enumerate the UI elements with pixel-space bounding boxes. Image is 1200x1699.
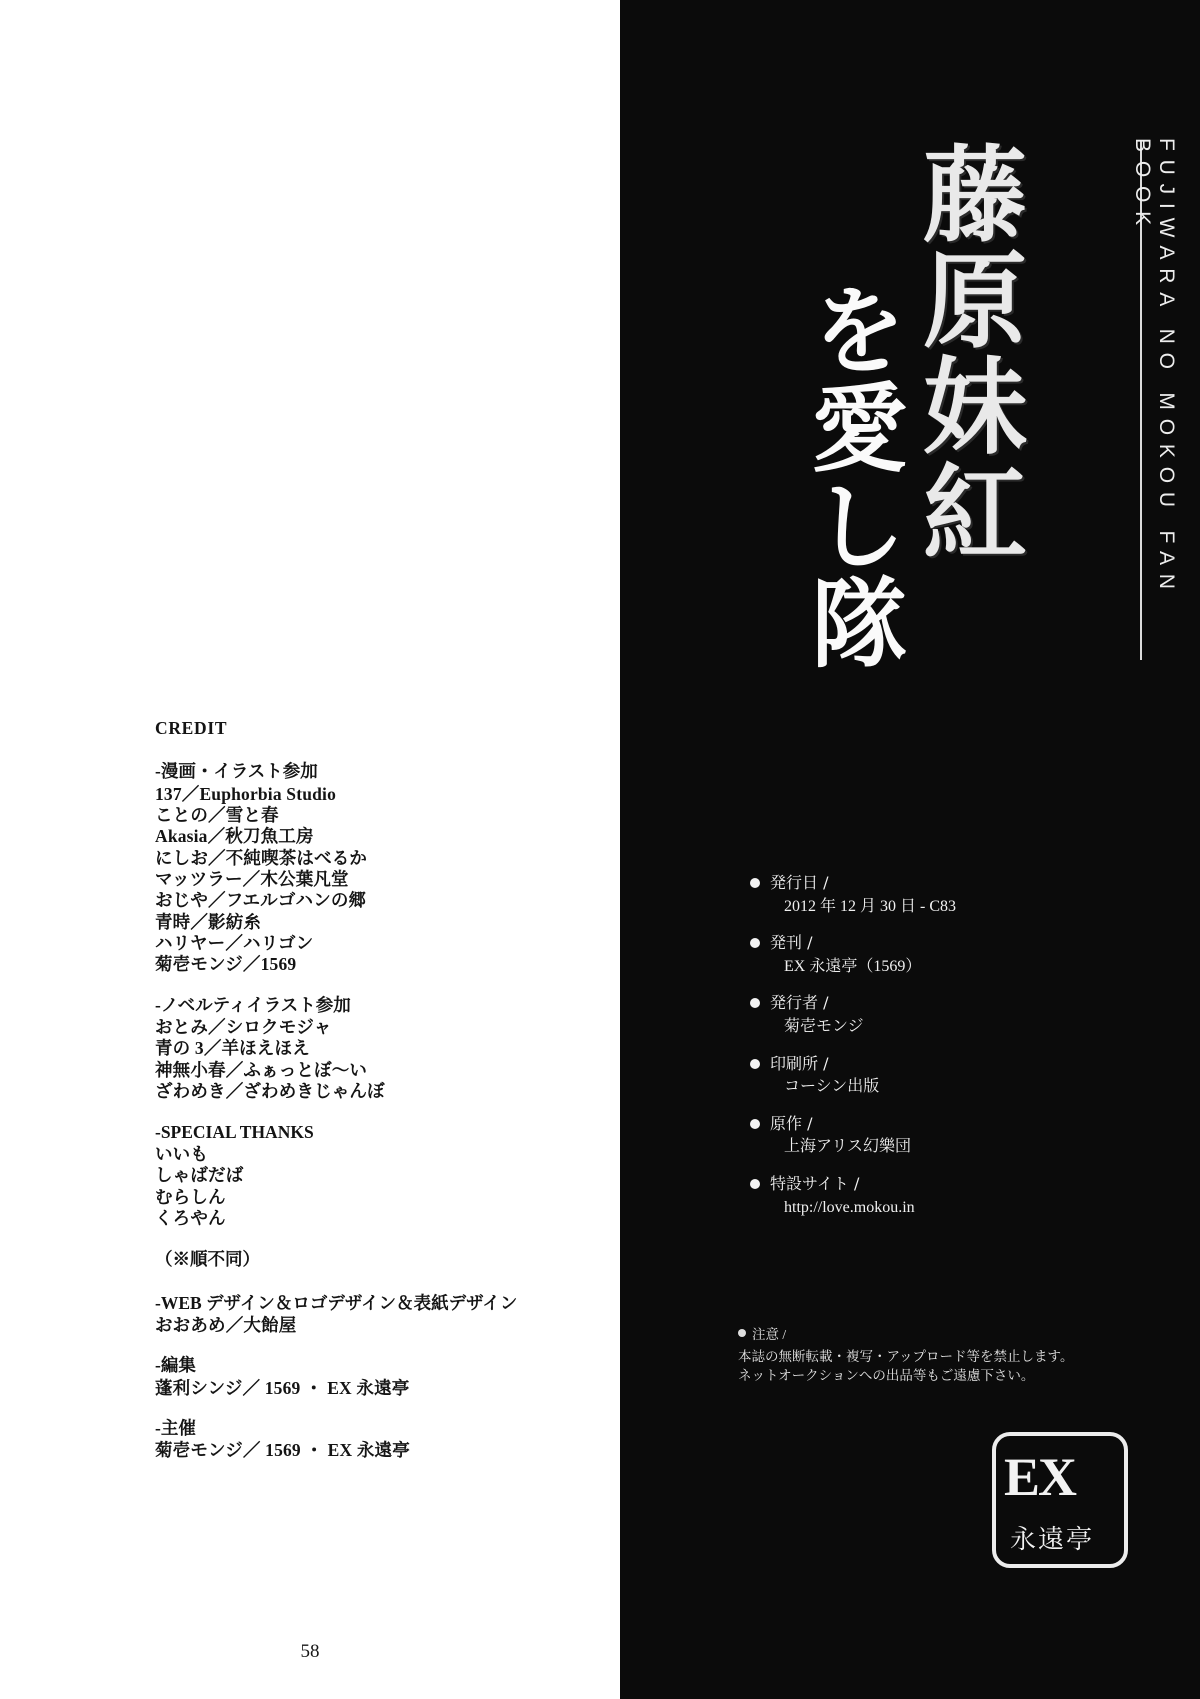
credit-line: マッツラー／木公葉凡堂 [155, 869, 349, 890]
colophon-item-printer [750, 1053, 1170, 1098]
credit-line: 菊壱モンジ／ 1569 ・ EX 永遠亭 [155, 1440, 410, 1461]
credit-section-web-design [155, 1293, 595, 1337]
credit-section-novelty [155, 995, 595, 1103]
credit-line: 神無小春／ふぁっとぼ〜い [155, 1059, 368, 1080]
credit-line: おとみ／シロクモジャ [155, 1017, 332, 1038]
credit-heading: CREDIT [155, 718, 228, 738]
colophon-item-issuer [750, 992, 1170, 1037]
credit-line: ざわめき／ざわめきじゃんぼ [155, 1081, 385, 1102]
colophon-value: EX 永遠亭（1569） [784, 957, 922, 975]
credit-section-header: -編集 [155, 1355, 196, 1376]
credit-line: 青時／影紡糸 [155, 911, 262, 932]
colophon-label: 発行者 / [750, 992, 1170, 1014]
credit-section-header: -主催 [155, 1417, 196, 1438]
credit-line: 蓬利シンジ／ 1569 ・ EX 永遠亭 [155, 1377, 410, 1398]
colophon-value: 菊壱モンジ [784, 1017, 864, 1035]
credit-line: 菊壱モンジ／1569 [155, 954, 297, 975]
colophon-list [750, 872, 1170, 1233]
credit-section-manga [155, 761, 595, 975]
colophon-label: 原作 / [750, 1113, 1170, 1135]
credit-line: むらしん [155, 1186, 226, 1207]
colophon-label: 印刷所 / [750, 1053, 1170, 1075]
caution-line: ネットオークションへの出品等もご遠慮下さい。 [738, 1368, 1035, 1384]
colophon-value: 2012 年 12 月 30 日 - C83 [784, 897, 957, 915]
credit-line: おおあめ／大飴屋 [155, 1314, 297, 1335]
publisher-stamp [992, 1432, 1128, 1568]
colophon-label: 特設サイト / [750, 1173, 1170, 1195]
credit-line: おじや／フエルゴハンの郷 [155, 890, 367, 911]
colophon-label: 発刊 / [750, 932, 1170, 954]
credit-section-header: -漫画・イラスト参加 [155, 761, 318, 782]
title-romaji: FUJIWARA NO MOKOU FAN BOOK [1131, 138, 1178, 598]
title-artwork [758, 120, 1178, 700]
caution-notice [738, 1325, 1168, 1386]
credit-line: ハリヤー／ハリゴン [155, 933, 314, 954]
credit-line: 137／Euphorbia Studio [155, 783, 336, 804]
colophon-label: 発行日 / [750, 872, 1170, 894]
colophon-column [620, 0, 1200, 1699]
title-japanese-sub: を愛し隊 [796, 280, 909, 672]
credit-line: にしお／不純喫茶はべるか [155, 847, 368, 868]
stamp-ex-text: EX [1004, 1447, 1076, 1507]
credit-line: しゃばだば [155, 1165, 244, 1186]
colophon-item-website [750, 1173, 1170, 1218]
credit-section-editing [155, 1355, 595, 1399]
title-japanese-main: 藤原妹紅 [905, 140, 1028, 565]
credit-line: ことの／雪と春 [155, 805, 279, 826]
colophon-item-publisher [750, 932, 1170, 977]
colophon-value-url[interactable]: http://love.mokou.in [784, 1198, 915, 1216]
credit-section-organizer [155, 1418, 595, 1462]
credit-line: Akasia／秋刀魚工房 [155, 826, 314, 847]
stamp-jp-text: 永遠亭 [1010, 1525, 1095, 1555]
caution-line: 本誌の無断転載・複写・アップロード等を禁止します。 [738, 1348, 1074, 1364]
credit-line: くろやん [155, 1207, 226, 1228]
credit-section-header: -SPECIAL THANKS [155, 1121, 314, 1142]
colophon-value: コーシン出版 [784, 1078, 880, 1096]
colophon-item-publication-date [750, 872, 1170, 917]
colophon-item-original-work [750, 1113, 1170, 1158]
credit-section-header: -ノベルティイラスト参加 [155, 994, 351, 1015]
caution-heading: 注意 / [738, 1325, 1168, 1345]
credit-order-note: （※順不同） [155, 1249, 260, 1270]
colophon-value: 上海アリス幻樂団 [784, 1138, 912, 1156]
credit-section-header: -WEB デザイン＆ロゴデザイン＆表紙デザイン [155, 1292, 518, 1313]
credit-section-special-thanks [155, 1122, 595, 1230]
page-number: 58 [300, 1641, 320, 1662]
credit-line: いいも [155, 1143, 209, 1164]
credit-block [155, 718, 595, 1481]
credit-line: 青の 3／羊ほえほえ [155, 1038, 310, 1059]
